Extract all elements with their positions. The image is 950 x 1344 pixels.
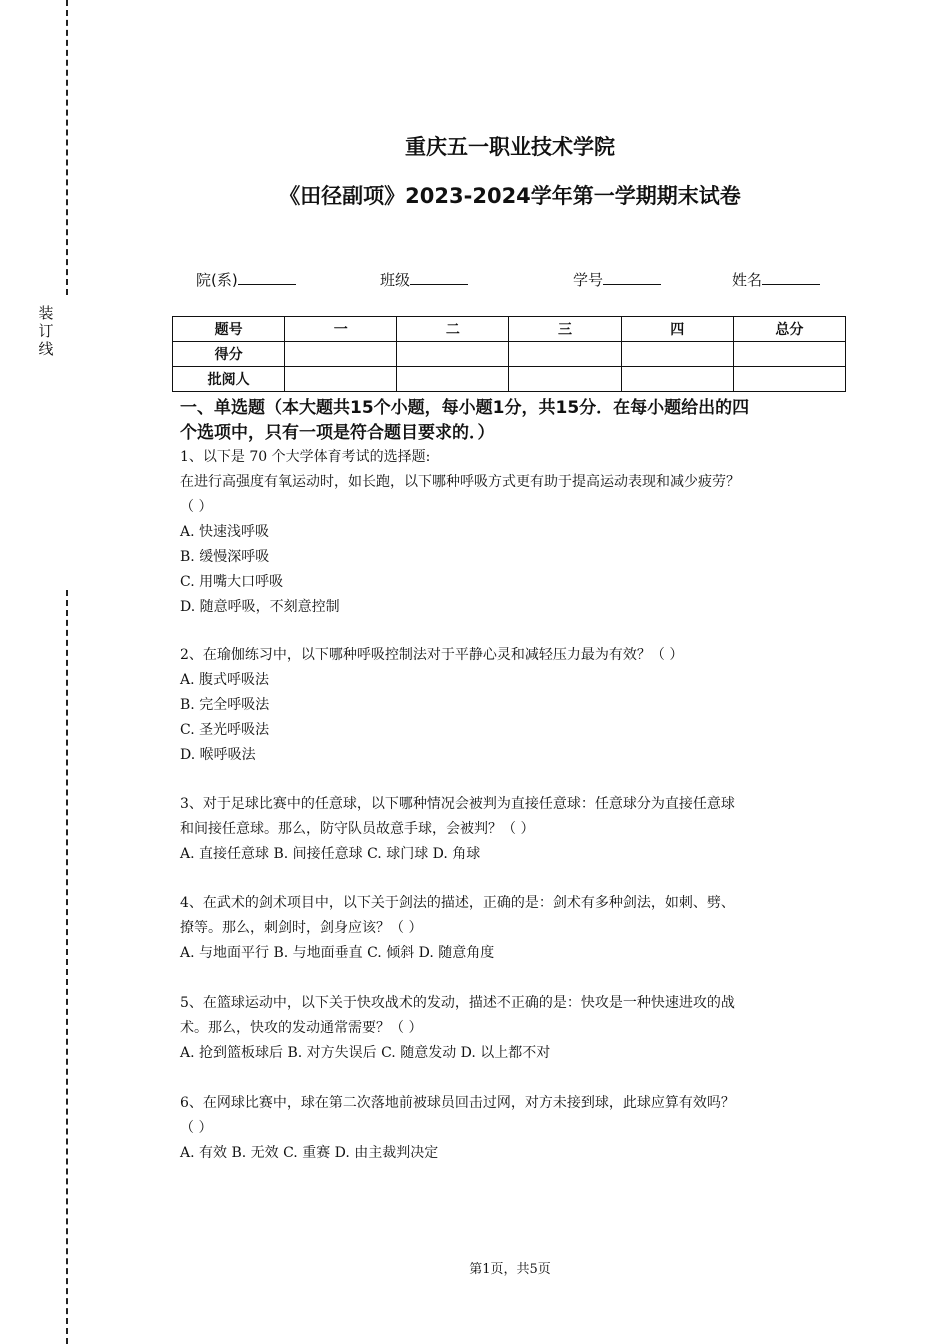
question-line: 在进行高强度有氧运动时，如长跑，以下哪种呼吸方式更有助于提高运动表现和减少疲劳？ [180, 474, 740, 490]
grader-cell [621, 367, 733, 392]
question-4 [180, 891, 850, 966]
department-blank [238, 270, 296, 285]
question-6 [180, 1091, 850, 1166]
binding-line-bottom [66, 590, 68, 1344]
score-cell [509, 342, 621, 367]
question-1 [180, 445, 850, 620]
score-cell [397, 342, 509, 367]
grader-cell [285, 367, 397, 392]
section-heading [180, 396, 840, 446]
option-line: A. 与地面平行 B. 与地面垂直 C. 倾斜 D. 随意角度 [180, 945, 495, 961]
question-3 [180, 792, 850, 867]
option-line: C. 圣光呼吸法 [180, 722, 270, 738]
page-footer: 第1页，共5页 [469, 1262, 551, 1277]
header-cell: 三 [509, 317, 621, 342]
question-line: 1、以下是 70 个大学体育考试的选择题: [180, 449, 431, 465]
section-heading-line: 一、单选题（本大题共15个小题，每小题1分，共15分．在每小题给出的四 [180, 398, 750, 418]
score-table-header [173, 317, 846, 342]
question-line: 术。那么，快攻的发动通常需要？（ ） [180, 1020, 423, 1036]
score-cell [733, 342, 845, 367]
header-cell: 总分 [733, 317, 845, 342]
binding-char: 线 [38, 340, 54, 358]
name-label: 姓名 [732, 271, 763, 289]
question-line: 5、在篮球运动中，以下关于快攻战术的发动，描述不正确的是：快攻是一种快速进攻的战 [180, 995, 735, 1011]
option-line: A. 有效 B. 无效 C. 重赛 D. 由主裁判决定 [180, 1145, 439, 1161]
score-row [173, 342, 846, 367]
header-cell: 一 [285, 317, 397, 342]
department-label: 院(系) [196, 271, 238, 289]
option-line: C. 用嘴大口呼吸 [180, 574, 284, 590]
row-label: 得分 [173, 342, 285, 367]
option-line: A. 直接任意球 B. 间接任意球 C. 球门球 D. 角球 [180, 846, 481, 862]
question-5 [180, 991, 850, 1066]
score-cell [621, 342, 733, 367]
option-line: A. 抢到篮板球后 B. 对方失误后 C. 随意发动 D. 以上都不对 [180, 1045, 551, 1061]
student-id-field [573, 269, 661, 290]
grader-row [173, 367, 846, 392]
question-line: 4、在武术的剑术项目中，以下关于剑法的描述，正确的是：剑术有多种剑法，如刺、劈、 [180, 895, 735, 911]
name-blank [762, 270, 820, 285]
binding-label [37, 304, 55, 358]
question-line: （ ） [180, 499, 213, 515]
section-heading-line: 个选项中，只有一项是符合题目要求的．） [180, 423, 495, 443]
student-id-blank [603, 270, 661, 285]
binding-char: 装 [38, 304, 54, 322]
option-line: A. 腹式呼吸法 [180, 672, 270, 688]
question-line: 撩等。那么，刺剑时，剑身应该？（ ） [180, 920, 423, 936]
name-field [732, 269, 820, 290]
option-line: B. 完全呼吸法 [180, 697, 270, 713]
question-line: 和间接任意球。那么，防守队员故意手球，会被判？（ ） [180, 821, 535, 837]
binding-char: 订 [38, 322, 54, 340]
class-label: 班级 [380, 271, 411, 289]
grader-cell [733, 367, 845, 392]
score-cell [285, 342, 397, 367]
option-line: A. 快速浅呼吸 [180, 524, 270, 540]
grader-cell [397, 367, 509, 392]
option-line: D. 随意呼吸，不刻意控制 [180, 599, 340, 615]
question-2 [180, 643, 850, 768]
header-cell: 四 [621, 317, 733, 342]
department-field [196, 269, 296, 290]
class-field [380, 269, 468, 290]
class-blank [410, 270, 468, 285]
option-line: B. 缓慢深呼吸 [180, 549, 270, 565]
school-title: 重庆五一职业技术学院 [405, 135, 615, 159]
question-line: 2、在瑜伽练习中，以下哪种呼吸控制法对于平静心灵和减轻压力最为有效？（ ） [180, 647, 684, 663]
question-line: 6、在网球比赛中，球在第二次落地前被球员回击过网，对方未接到球，此球应算有效吗？ [180, 1095, 735, 1111]
student-id-label: 学号 [573, 271, 604, 289]
option-line: D. 喉呼吸法 [180, 747, 256, 763]
question-line: 3、对于足球比赛中的任意球，以下哪种情况会被判为直接任意球：任意球分为直接任意球 [180, 796, 735, 812]
question-line: （ ） [180, 1120, 213, 1136]
header-cell: 二 [397, 317, 509, 342]
score-table [172, 316, 846, 392]
row-label: 批阅人 [173, 367, 285, 392]
exam-title: 《田径副项》2023-2024学年第一学期期末试卷 [279, 184, 741, 208]
header-cell: 题号 [173, 317, 285, 342]
grader-cell [509, 367, 621, 392]
